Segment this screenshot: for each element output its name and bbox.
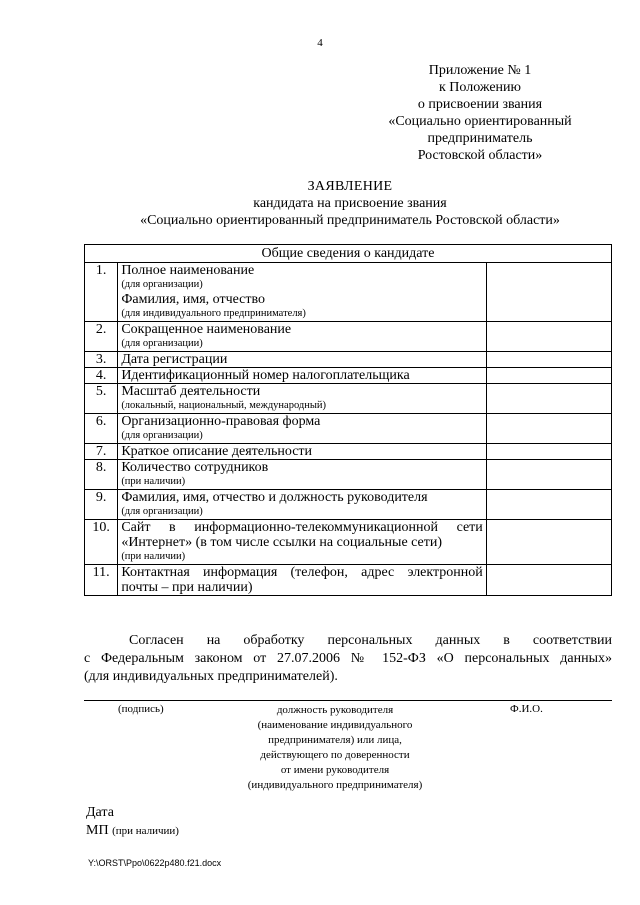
page-number: 4 (317, 37, 323, 49)
row-number: 8. (85, 460, 118, 490)
table-row (85, 444, 612, 460)
title-main: ЗАЯВЛЕНИЕ (307, 179, 393, 194)
row-label: Дата регистрации (118, 352, 486, 368)
row-label: Полное наименование (для организации) Фамилия, имя, отчество (для индивидуального предпринимателя) (118, 263, 486, 322)
row-value-field[interactable] (486, 352, 611, 368)
stamp-label: МП (при наличии) (86, 823, 179, 838)
table-row (85, 352, 612, 368)
appendix-line: Ростовской области» (417, 148, 543, 163)
row-number: 10. (85, 520, 118, 565)
appendix-line: предприниматель (427, 131, 533, 146)
row-label: Контактная информация (телефон, адрес электронной почты – при наличии) (118, 565, 486, 596)
table-row (85, 384, 612, 414)
row-value-field[interactable] (486, 444, 611, 460)
appendix-header (360, 62, 600, 164)
row-label: Сокращенное наименование (для организации) (118, 322, 486, 352)
signature-label: (подпись) (118, 703, 164, 715)
row-number: 7. (85, 444, 118, 460)
row-label: Организационно-правовая форма (для организации) (118, 414, 486, 444)
row-label: Масштаб деятельности (локальный, национальный, международный) (118, 384, 486, 414)
row-value-field[interactable] (486, 384, 611, 414)
table-row (85, 263, 612, 322)
table-row (85, 490, 612, 520)
row-number: 4. (85, 368, 118, 384)
table-row (85, 368, 612, 384)
consent-paragraph (84, 632, 612, 686)
row-value-field[interactable] (486, 460, 611, 490)
row-value-field[interactable] (486, 263, 611, 322)
row-number: 6. (85, 414, 118, 444)
file-path-footer: Y:\ORST\Ppo\0622p480.f21.docx (88, 858, 222, 868)
table-row (85, 565, 612, 596)
row-label: Сайт в информационно-телекоммуникационной сети «Интернет» (в том числе ссылки на социальные сети) (при наличии) (118, 520, 486, 565)
table-row (85, 520, 612, 565)
table-header: Общие сведения о кандидате (85, 245, 612, 263)
table-row (85, 414, 612, 444)
row-value-field[interactable] (486, 565, 611, 596)
row-value-field[interactable] (486, 490, 611, 520)
row-number: 1. (85, 263, 118, 322)
row-label: Фамилия, имя, отчество и должность руководителя (для организации) (118, 490, 486, 520)
row-number: 9. (85, 490, 118, 520)
appendix-line: Приложение № 1 (428, 63, 532, 78)
position-label: должность руководителя (наименование индивидуального предпринимателя) или лица, действующего по доверенности от имени руководителя (индивидуального предпринимателя) (247, 704, 423, 791)
row-value-field[interactable] (486, 520, 611, 565)
row-label: Идентификационный номер налогоплательщика (118, 368, 486, 384)
date-label: Дата (86, 805, 114, 820)
table-row (85, 460, 612, 490)
candidate-info-table (84, 244, 612, 596)
appendix-line: «Социально ориентированный (388, 114, 572, 129)
row-number: 2. (85, 322, 118, 352)
title-sub: «Социально ориентированный предприниматель Ростовской области» (140, 213, 560, 228)
row-label: Краткое описание деятельности (118, 444, 486, 460)
appendix-line: о присвоении звания (417, 97, 543, 112)
row-number: 3. (85, 352, 118, 368)
signature-line (84, 700, 612, 701)
document-title (60, 178, 640, 229)
row-value-field[interactable] (486, 414, 611, 444)
appendix-line: к Положению (438, 80, 521, 95)
row-label: Количество сотрудников (при наличии) (118, 460, 486, 490)
fio-label: Ф.И.О. (510, 703, 543, 715)
row-number: 11. (85, 565, 118, 596)
table-row (85, 322, 612, 352)
row-value-field[interactable] (486, 322, 611, 352)
row-value-field[interactable] (486, 368, 611, 384)
consent-line: с Федеральным законом от 27.07.2006 № 152-ФЗ «О персональных данных» (84, 651, 612, 666)
consent-line: Согласен на обработку персональных данных в соответствии (129, 633, 612, 648)
consent-line: (для индивидуальных предпринимателей). (84, 669, 338, 684)
title-sub: кандидата на присвоение звания (253, 196, 447, 211)
row-number: 5. (85, 384, 118, 414)
